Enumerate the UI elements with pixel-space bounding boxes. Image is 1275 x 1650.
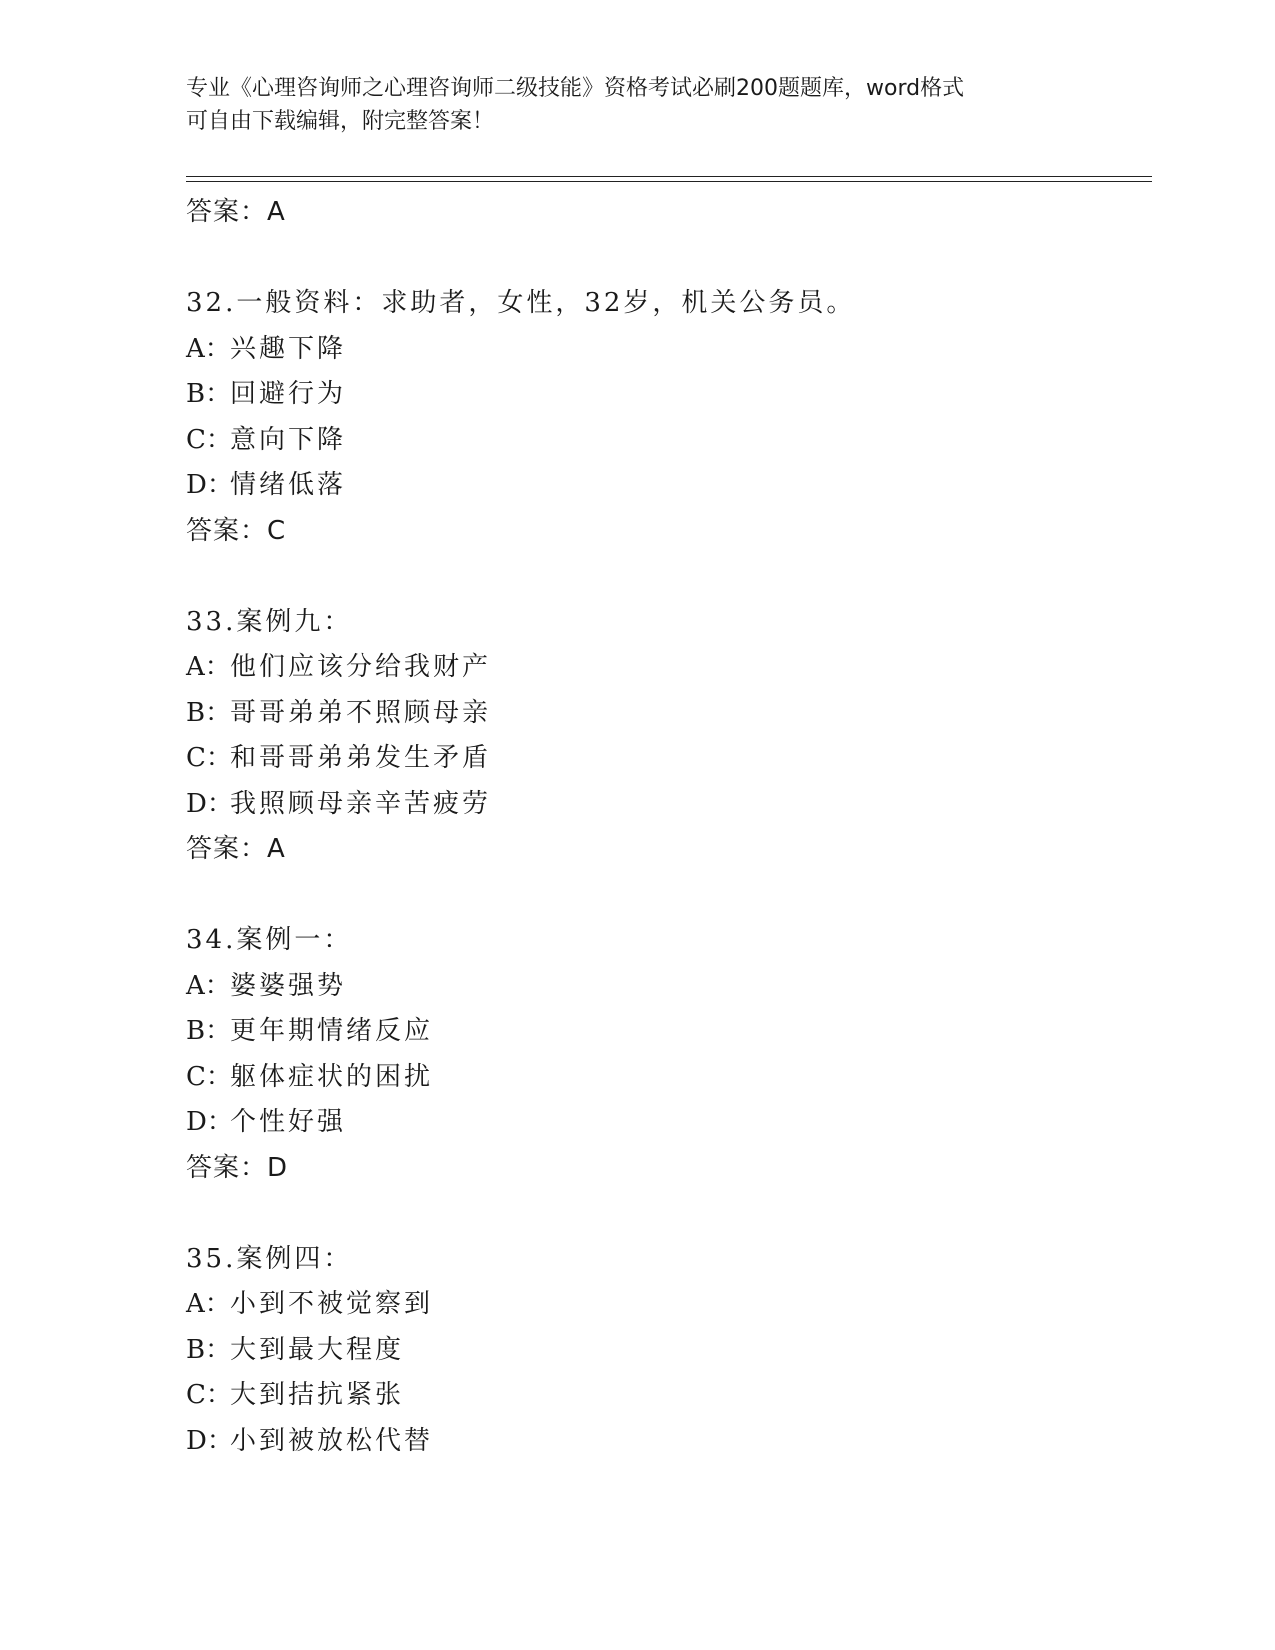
option-label: C： (186, 743, 232, 773)
option-b (186, 691, 1146, 737)
option-text: 哥哥弟弟不照顾母亲 (230, 697, 492, 728)
option-text: 大到拮抗紧张 (230, 1380, 405, 1410)
option-text: 小到被放松代替 (230, 1425, 434, 1456)
option-label: A： (186, 652, 231, 682)
option-b (186, 372, 1146, 418)
option-a (186, 327, 1146, 373)
spacer (186, 1191, 1146, 1237)
option-label: C： (186, 1380, 232, 1410)
option-label: D： (186, 1425, 233, 1456)
option-label: A： (186, 1289, 231, 1319)
option-text: 大到最大程度 (230, 1334, 405, 1365)
option-label: D： (186, 1107, 233, 1137)
question-block (186, 281, 1146, 554)
option-c (186, 1055, 1146, 1101)
option-text: 和哥哥弟弟发生矛盾 (230, 743, 492, 773)
option-text: 躯体症状的困扰 (230, 1061, 434, 1092)
option-label: C： (186, 1061, 232, 1092)
header-divider-bottom (186, 181, 1152, 182)
option-c (186, 736, 1146, 782)
question-block (186, 1237, 1146, 1465)
header-divider-top (186, 176, 1152, 177)
option-label: D： (186, 470, 233, 500)
spacer (186, 554, 1146, 600)
option-text: 婆婆强势 (230, 970, 347, 1001)
question-stem: 34.案例一： (186, 925, 353, 955)
option-text: 他们应该分给我财产 (230, 652, 492, 682)
document-header (186, 72, 1086, 138)
option-text: 兴趣下降 (230, 333, 347, 364)
option-text: 回避行为 (230, 379, 347, 409)
answer-line: 答案：C (186, 515, 287, 546)
option-d (186, 463, 1146, 509)
question-stem: 35.案例四： (186, 1243, 353, 1274)
answer-line: 答案：D (186, 1152, 289, 1183)
option-d (186, 782, 1146, 828)
option-a (186, 1282, 1146, 1328)
option-d (186, 1100, 1146, 1146)
spacer (186, 873, 1146, 919)
answer-line: 答案：A (186, 834, 286, 864)
option-text: 小到不被觉察到 (230, 1289, 434, 1319)
option-text: 个性好强 (230, 1107, 347, 1137)
option-b (186, 1009, 1146, 1055)
option-label: B： (186, 1016, 232, 1046)
header-line-1: 专业《心理咨询师之心理咨询师二级技能》资格考试必刷200题题库，word格式 (186, 76, 965, 101)
option-text: 更年期情绪反应 (230, 1016, 434, 1046)
header-line-2: 可自由下载编辑，附完整答案！ (186, 109, 495, 134)
option-label: B： (186, 379, 232, 409)
option-a (186, 964, 1146, 1010)
question-block (186, 600, 1146, 873)
option-label: B： (186, 697, 232, 728)
question-stem: 33.案例九： (186, 606, 353, 637)
option-text: 我照顾母亲辛苦疲劳 (230, 788, 492, 819)
option-label: A： (186, 333, 231, 364)
option-text: 意向下降 (230, 424, 347, 455)
spacer (186, 236, 1146, 282)
option-label: B： (186, 1334, 232, 1365)
option-label: D： (186, 788, 233, 819)
option-label: C： (186, 424, 232, 455)
option-c (186, 1373, 1146, 1419)
question-block (186, 918, 1146, 1191)
option-c (186, 418, 1146, 464)
option-d (186, 1419, 1146, 1465)
option-a (186, 645, 1146, 691)
answer-line: 答案：A (186, 197, 286, 227)
question-list (186, 190, 1146, 1464)
option-label: A： (186, 970, 231, 1001)
question-stem: 32.一般资料：求助者，女性，32岁，机关公务员。 (186, 288, 856, 318)
option-text: 情绪低落 (230, 470, 347, 500)
option-b (186, 1328, 1146, 1374)
